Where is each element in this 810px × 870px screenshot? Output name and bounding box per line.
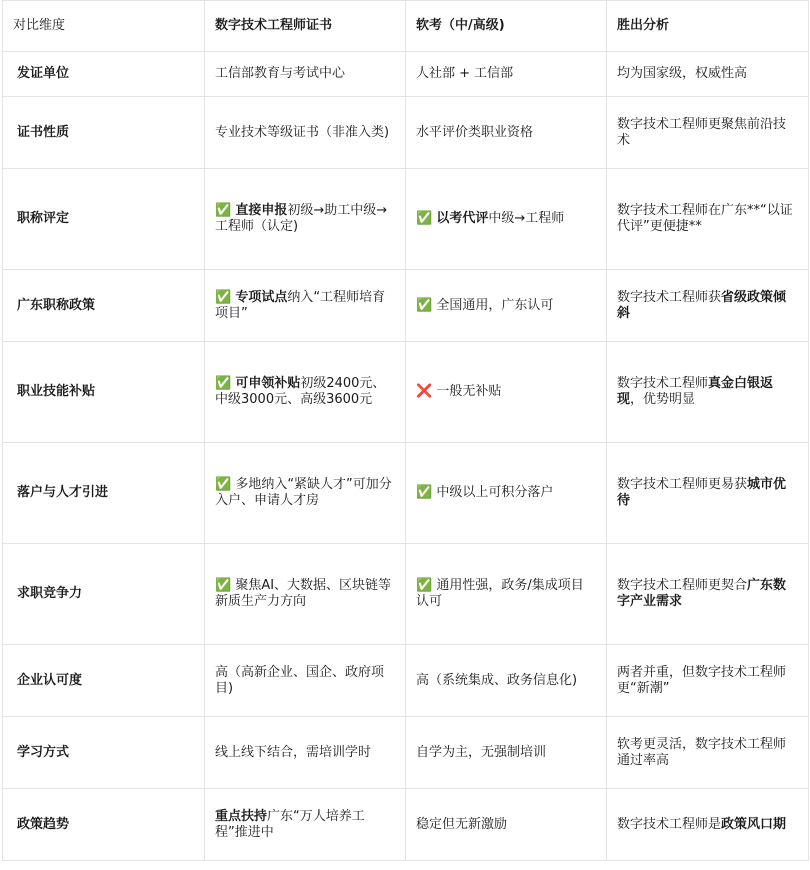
table-row [3, 52, 809, 97]
cell-dimension: 职称评定 [3, 169, 205, 270]
cell-ruankao [406, 717, 607, 789]
table-row [3, 544, 809, 645]
cell-analysis [607, 544, 809, 645]
cell-ruankao [406, 97, 607, 169]
table-row [3, 443, 809, 544]
cell-digital-engineer [205, 97, 406, 169]
header-dimension: 对比维度 [3, 1, 205, 52]
cell-analysis [607, 270, 809, 342]
cell-digital-engineer [205, 342, 406, 443]
header-winner-analysis: 胜出分析 [607, 1, 809, 52]
cell-digital-engineer [205, 717, 406, 789]
cell-ruankao [406, 443, 607, 544]
table-body [3, 52, 809, 861]
cell-analysis [607, 97, 809, 169]
cell-text: 自学为主，无强制培训 [416, 744, 547, 760]
cell-dimension: 政策趋势 [3, 789, 205, 861]
cell-dimension: 企业认可度 [3, 645, 205, 717]
cell-text: 初级→助工中级→工程师（认定) [215, 203, 388, 234]
table-row [3, 789, 809, 861]
cell-text: 纳入“工程师培育项目” [215, 289, 386, 321]
cell-ruankao [406, 789, 607, 861]
cell-text: ✅ 多地纳入“紧缺人才”可加分入户、申请人才房 [215, 477, 392, 508]
bold-text: 省级政策倾斜 [617, 289, 787, 321]
cell-text: 广东“万人培养工程”推进中 [215, 808, 365, 840]
cell-text: 人社部 + 工信部 [416, 66, 514, 81]
header-ruankao: 软考（中/高级) [406, 1, 607, 52]
bold-text: 政策风口期 [721, 816, 787, 832]
table-row [3, 717, 809, 789]
cell-dimension: 职业技能补贴 [3, 342, 205, 443]
cell-text: ，优势明显 [630, 392, 696, 407]
cell-digital-engineer [205, 443, 406, 544]
cell-analysis [607, 717, 809, 789]
cell-ruankao [406, 270, 607, 342]
cell-text: 工信部教育与考试中心 [215, 66, 346, 81]
bold-text: 真金白银返现 [617, 376, 774, 407]
cell-text: 水平评价类职业资格 [416, 124, 534, 140]
cell-text: 数字技术工程师更聚焦前沿技术 [617, 116, 787, 148]
cell-text: ✅ [215, 203, 236, 218]
cell-analysis [607, 169, 809, 270]
cell-text: 初级2400元、中级3000元、高级3600元 [215, 376, 386, 407]
table-row [3, 270, 809, 342]
bold-text: 重点扶持 [215, 808, 268, 824]
cell-text: 均为国家级，权威性高 [617, 66, 748, 81]
cell-text: ✅ 全国通用，广东认可 [416, 297, 554, 313]
cell-text: 中级→工程师 [488, 211, 565, 226]
cell-text: ✅ 通用性强，政务/集成项目认可 [416, 578, 584, 609]
cell-text: ✅ [215, 289, 236, 305]
cell-ruankao [406, 169, 607, 270]
cell-digital-engineer [205, 169, 406, 270]
cell-text: 高（高新企业、国企、政府项目) [215, 664, 385, 696]
table-row [3, 645, 809, 717]
cell-digital-engineer [205, 52, 406, 97]
cell-ruankao [406, 342, 607, 443]
cell-text: ✅ 中级以上可积分落户 [416, 485, 554, 500]
cell-digital-engineer [205, 270, 406, 342]
cell-dimension: 求职竞争力 [3, 544, 205, 645]
cell-text: 专业技术等级证书（非准入类) [215, 124, 390, 140]
cell-text: 高（系统集成、政务信息化) [416, 672, 578, 688]
cell-text: 软考更灵活，数字技术工程师通过率高 [617, 736, 787, 768]
cell-ruankao [406, 52, 607, 97]
cell-analysis [607, 52, 809, 97]
comparison-table [2, 0, 809, 861]
table-row [3, 342, 809, 443]
cell-ruankao [406, 544, 607, 645]
cell-digital-engineer [205, 544, 406, 645]
cell-text: ❌ 一般无补贴 [416, 384, 502, 399]
header-digital-engineer-cert: 数字技术工程师证书 [205, 1, 406, 52]
cell-text: ✅ [215, 376, 236, 391]
cell-analysis [607, 789, 809, 861]
cell-dimension: 广东职称政策 [3, 270, 205, 342]
cell-dimension: 证书性质 [3, 97, 205, 169]
cell-dimension: 发证单位 [3, 52, 205, 97]
cell-dimension: 落户与人才引进 [3, 443, 205, 544]
cell-text: ✅ [416, 211, 437, 226]
table-row [3, 97, 809, 169]
cell-dimension: 学习方式 [3, 717, 205, 789]
cell-analysis [607, 645, 809, 717]
cell-digital-engineer [205, 645, 406, 717]
cell-ruankao [406, 645, 607, 717]
cell-digital-engineer [205, 789, 406, 861]
cell-text: 数字技术工程师在广东**“以证代评”更便捷** [617, 203, 793, 234]
bold-text: 直接申报 [235, 203, 288, 218]
cell-text: 数字技术工程师更易获 [617, 477, 748, 492]
bold-text: 专项试点 [235, 289, 288, 305]
cell-text: ✅ 聚焦AI、大数据、区块链等新质生产力方向 [215, 578, 392, 609]
cell-analysis [607, 443, 809, 544]
bold-text: 可申领补贴 [235, 376, 301, 391]
bold-text: 广东数字产业需求 [617, 578, 787, 609]
cell-text: 数字技术工程师是 [617, 816, 722, 832]
table-row [3, 169, 809, 270]
cell-analysis [607, 342, 809, 443]
bold-text: 城市优待 [617, 477, 787, 508]
cell-text: 数字技术工程师获 [617, 289, 722, 305]
cell-text: 稳定但无新激励 [416, 816, 508, 832]
cell-text: 两者并重，但数字技术工程师更“新潮” [617, 664, 787, 696]
cell-text: 数字技术工程师更契合 [617, 578, 748, 593]
cell-text: 数字技术工程师 [617, 376, 709, 391]
table-header-row [3, 1, 809, 52]
cell-text: 线上线下结合，需培训学时 [215, 744, 372, 760]
bold-text: 以考代评 [436, 211, 489, 226]
